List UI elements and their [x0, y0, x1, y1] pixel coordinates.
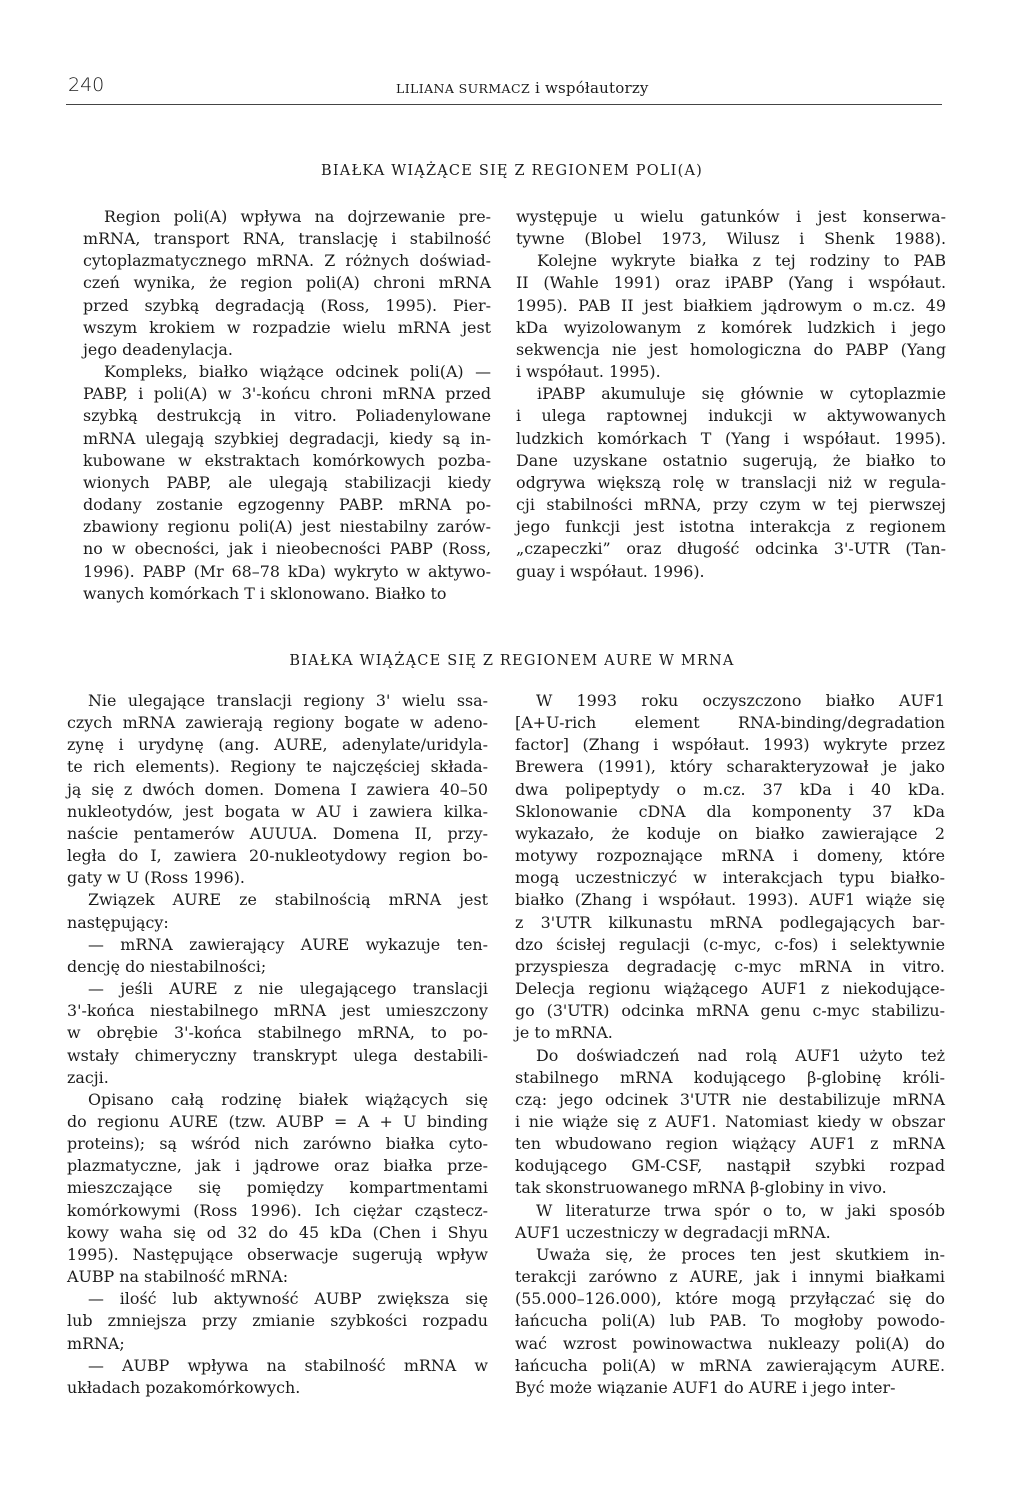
text-line: ją się z dwóch domen. Domena I zawiera 40–50 [67, 779, 488, 799]
text-line: szybką destrukcją in vitro. Poliadenylowane [83, 406, 491, 426]
text-line: guay i współaut. 1996). [516, 561, 705, 581]
text-line: no w obecności, jak i nieobecności PABP (Ross, [83, 539, 491, 559]
text-line: kDa wyizolowanym z komórek ludzkich i jego [516, 317, 946, 337]
text-line: tywne (Blobel 1973, Wilusz i Shenk 1988). [516, 229, 946, 249]
text-line: proteins); są wśród nich zarówno białka cyto- [67, 1134, 488, 1154]
text-line: przyspiesza degradację c-myc mRNA in vitro. [515, 956, 945, 976]
text-line: Uważa się, że proces ten jest skutkiem in- [536, 1244, 945, 1264]
text-line: te rich elements). Regiony te najczęściej składa- [67, 757, 488, 777]
text-line: tak skonstruowanego mRNA β-globiny in vivo. [515, 1178, 887, 1198]
text-line: 1995). Następujące obserwacje sugerują wpływ [67, 1244, 488, 1264]
text-line: białko (Zhang i współaut. 1993). AUF1 wiąże się [515, 890, 945, 910]
text-line: z 3'UTR kilkunastu mRNA podlegających bar- [515, 912, 945, 932]
text-line: następujący: [67, 912, 169, 932]
text-line: kowy waha się od 32 do 45 kDa (Chen i Shyu [67, 1222, 488, 1242]
text-line: mogą uczestniczyć w interakcjach typu białko- [515, 868, 945, 888]
text-line: naście pentamerów AUUUA. Domena II, przy- [67, 823, 488, 843]
text-line: cytoplazmatycznego mRNA. Z różnych doświad- [83, 251, 491, 271]
text-line: Związek AURE ze stabilnością mRNA jest [88, 890, 488, 910]
section1-right-column [516, 206, 946, 583]
text-line: komórkowymi (Ross 1996). Ich ciężar cząstecz- [67, 1200, 488, 1220]
text-line: AUBP na stabilność mRNA: [67, 1267, 289, 1287]
text-line: gaty w U (Ross 1996). [67, 868, 245, 888]
section2-right-column [515, 690, 945, 1399]
text-line: Być może wiązanie AUF1 do AURE i jego inter- [515, 1377, 896, 1397]
text-line: 1996). PABP (Mr 68–78 kDa) wykryto w aktywo- [83, 561, 491, 581]
text-line: kodującego GM-CSF, nastąpił szybki rozpad [515, 1156, 945, 1176]
section1-left-column [83, 206, 491, 605]
text-line: factor] (Zhang i współaut. 1993) wykryte przez [515, 735, 945, 755]
text-line: i współaut. 1995). [516, 362, 661, 382]
text-line: plazmatyczne, jak i jądrowe oraz białka prze- [67, 1156, 488, 1176]
text-line: kubowane w ekstraktach komórkowych pozba- [83, 450, 491, 470]
text-line: — ilość lub aktywność AUBP zwiększa się [88, 1289, 488, 1309]
text-line: (55.000–126.000), które mogą przyłączać się do [515, 1289, 945, 1309]
text-line: go (3'UTR) odcinka mRNA genu c-myc stabilizu- [515, 1001, 945, 1021]
text-line: Kolejne wykryte białka z tej rodziny to PAB [537, 251, 946, 271]
text-line: — AUBP wpływa na stabilność mRNA w [88, 1355, 488, 1375]
text-line: zbawiony regionu poli(A) jest niestabilny zarów- [83, 517, 491, 537]
running-head [396, 79, 649, 97]
text-line: „czapeczki” oraz długość odcinka 3'-UTR (Tan- [516, 539, 946, 559]
text-line: Delecja regionu wiążącego AUF1 z niekodujące- [515, 979, 945, 999]
text-line: mRNA, transport RNA, translację i stabilność [83, 229, 491, 249]
text-line: Region poli(A) wpływa na dojrzewanie pre- [104, 207, 491, 226]
text-line: wanych komórkach T i sklonowano. Białko to [83, 583, 447, 603]
text-line: motywy rozpoznające mRNA i domeny, które [515, 846, 945, 866]
text-line: występuje u wielu gatunków i jest konserwa- [516, 207, 946, 226]
text-line: — jeśli AURE z nie ulegającego translacji [88, 979, 488, 999]
text-line: 3'-końca niestabilnego mRNA jest umieszczony [67, 1001, 488, 1021]
text-line: czą: jego odcinek 3'UTR nie destabilizuje mRNA [515, 1089, 945, 1109]
text-line: W 1993 roku oczyszczono białko AUF1 [536, 691, 945, 710]
text-line: czeń wynika, że region poli(A) chroni mRNA [83, 273, 491, 293]
text-line: jego deadenylacja. [83, 339, 233, 359]
text-line: W literaturze trwa spór o to, w jaki sposób [536, 1200, 945, 1220]
text-line: Kompleks, białko wiążące odcinek poli(A) — [104, 362, 491, 382]
text-line: 1995). PAB II jest białkiem jądrowym o m.cz. 49 [516, 295, 946, 315]
text-line: PABP, i poli(A) w 3'-końcu chroni mRNA przed [83, 384, 491, 404]
text-line: AUF1 uczestniczy w degradacji mRNA. [515, 1222, 831, 1242]
text-line: i ulega raptownej indukcji w aktywowanych [516, 406, 946, 426]
text-line: dzo ścisłej regulacji (c-myc, c-fos) i selektywnie [515, 934, 945, 954]
text-line: układach pozakomórkowych. [67, 1377, 301, 1397]
section-heading-aure: BIAŁKA WIĄŻĄCE SIĘ Z REGIONEM AURE W MRNA [289, 653, 735, 669]
text-line: II (Wahle 1991) oraz iPABP (Yang i współaut. [516, 273, 946, 293]
text-line: iPABP akumuluje się głównie w cytoplazmie [537, 384, 946, 404]
running-head-author: LILIANA SURMACZ [396, 81, 531, 96]
text-line: wać wzrost powinowactwa nukleazy poli(A) do [515, 1333, 945, 1353]
text-line: zacji. [67, 1067, 109, 1087]
text-line: Dane uzyskane ostatnio sugerują, że białko to [516, 450, 946, 470]
text-line: dencję do niestabilności; [67, 956, 267, 976]
text-line: Nie ulegające translacji regiony 3' wielu ssa- [88, 691, 488, 710]
text-line: Do doświadczeń nad rolą AUF1 użyto też [536, 1045, 945, 1065]
text-line: mieszczające się pomiędzy kompartmentami [67, 1178, 488, 1198]
text-line: wykazało, że koduje on białko zawierające 2 [515, 823, 945, 843]
text-line: terakcji zarówno z AURE, jak i innymi białkami [515, 1267, 945, 1287]
text-line: odgrywa większą rolę w translacji niż w regula- [516, 472, 946, 492]
text-line: stabilnego mRNA kodującego β-globinę króli- [515, 1067, 945, 1087]
text-line: ten wbudowano region wiążący AUF1 z mRNA [515, 1134, 945, 1154]
page-number: 240 [68, 74, 105, 96]
text-line: łańcucha poli(A) lub PAB. To mogłoby powodo- [515, 1311, 945, 1331]
text-line: sekwencja nie jest homologiczna do PABP (Yang [516, 339, 946, 359]
text-line: i nie wiąże się z AUF1. Natomiast kiedy w obszar [515, 1111, 945, 1131]
text-line: [A+U-rich element RNA-binding/degradation [515, 713, 945, 733]
text-line: dodany zostanie egzogenny PABP. mRNA po- [83, 495, 491, 515]
text-line: przed szybką degradacją (Ross, 1995). Pier- [83, 295, 491, 315]
text-line: do regionu AURE (tzw. AUBP = A + U binding [67, 1111, 488, 1131]
text-line: wionych PABP, ale ulegają stabilizacji kiedy [83, 472, 491, 492]
text-line: jego funkcji jest istotna interakcja z regionem [516, 517, 946, 537]
text-line: mRNA ulegają szybkiej degradacji, kiedy są in- [83, 428, 491, 448]
text-line: łańcucha poli(A) w mRNA zawierającym AURE. [515, 1355, 945, 1375]
text-line: ludzkich komórkach T (Yang i współaut. 1995). [516, 428, 946, 448]
text-line: legła do I, zawiera 20-nukleotydowy region bo- [67, 846, 488, 866]
text-line: w obrębie 3'-końca stabilnego mRNA, to po- [67, 1023, 488, 1043]
section2-left-column [67, 690, 488, 1399]
text-line: — mRNA zawierający AURE wykazuje ten- [88, 934, 488, 954]
text-line: mRNA; [67, 1333, 125, 1353]
text-line: Opisano całą rodzinę białek wiążących się [88, 1089, 488, 1109]
text-line: czych mRNA zawierają regiony bogate w adeno- [67, 713, 488, 733]
text-line: wszym krokiem w rozpadzie wielu mRNA jest [83, 317, 491, 337]
running-head-rest: i współautorzy [530, 79, 649, 97]
text-line: cji stabilności mRNA, przy czym w tej pierwszej [516, 495, 946, 515]
text-line: lub zmniejsza przy zmianie szybkości rozpadu [67, 1311, 488, 1331]
text-line: je to mRNA. [515, 1023, 613, 1043]
page-header [66, 74, 942, 105]
text-line: nukleotydów, jest bogata w AU i zawiera kilka- [67, 801, 488, 821]
section-heading-poli-a: BIAŁKA WIĄŻĄCE SIĘ Z REGIONEM POLI(A) [321, 163, 703, 179]
text-line: wstały chimeryczny transkrypt ulega destabili- [67, 1045, 488, 1065]
text-line: Sklonowanie cDNA dla komponenty 37 kDa [515, 801, 945, 821]
text-line: Brewera (1991), który scharakteryzował je jako [515, 757, 945, 777]
text-line: zynę i urydynę (ang. AURE, adenylate/uridyla- [67, 735, 488, 755]
text-line: dwa polipeptydy o m.cz. 37 kDa i 40 kDa. [515, 779, 945, 799]
